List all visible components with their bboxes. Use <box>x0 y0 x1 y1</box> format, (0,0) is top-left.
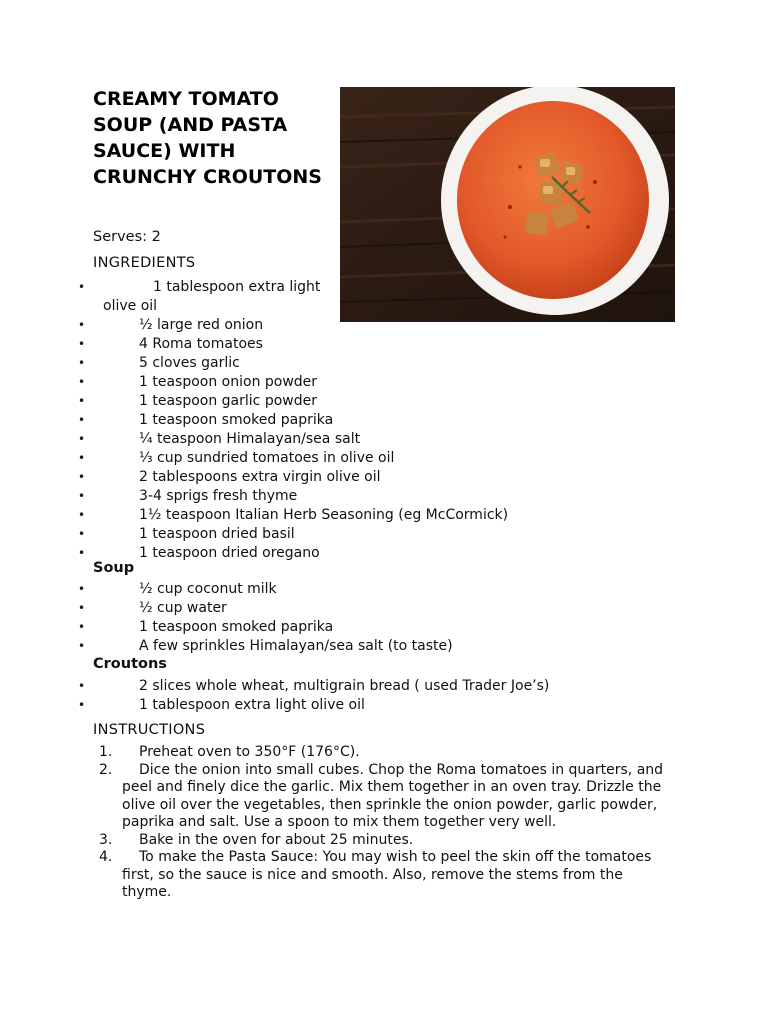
step-number: 2. <box>99 761 113 778</box>
bullet: • <box>78 698 86 712</box>
step-text: To make the Pasta Sauce: You may wish to peel the skin off the tomatoes first, so the sauce is nice and smooth. Also, remove the stems from the thyme. <box>122 849 652 900</box>
instructions-heading: INSTRUCTIONS <box>93 722 206 738</box>
ingredient-text: 5 cloves garlic <box>139 355 240 371</box>
instruction-step <box>0 762 667 832</box>
bullet: • <box>78 546 86 560</box>
ingredient-text: ¼ teaspoon Himalayan/sea salt <box>139 431 361 447</box>
ingredient-text: 1 teaspoon smoked paprika <box>139 412 334 428</box>
ingredient-text: 1 teaspoon garlic powder <box>139 393 317 409</box>
bullet: • <box>78 432 86 446</box>
step-text: Preheat oven to 350°F (176°C). <box>139 744 360 760</box>
ingredient-text: 3-4 sprigs fresh thyme <box>139 488 298 504</box>
bullet: • <box>78 356 86 370</box>
ingredient-text: ⅓ cup sundried tomatoes in olive oil <box>139 450 395 466</box>
step-text: Bake in the oven for about 25 minutes. <box>139 831 414 848</box>
recipe-title: CREAMY TOMATO SOUP (AND PASTA SAUCE) WITH CRUNCHY CROUTONS <box>93 88 322 188</box>
instructions-list <box>0 744 667 902</box>
ingredient-text: 4 Roma tomatoes <box>139 336 263 352</box>
step-number: 4. <box>99 849 113 865</box>
ingredient-text: 1 teaspoon onion powder <box>139 374 318 390</box>
bullet: • <box>78 318 86 332</box>
bullet: • <box>78 413 86 427</box>
ingredient-text: A few sprinkles Himalayan/sea salt (to taste) <box>139 638 453 654</box>
bullet: • <box>78 394 86 408</box>
soup-bowl-image <box>340 87 675 322</box>
step-number: 1. <box>99 744 113 760</box>
ingredient-text: 1 tablespoon extra light olive oil <box>139 697 365 713</box>
ingredients-heading: INGREDIENTS <box>93 255 196 271</box>
bullet: • <box>78 639 86 653</box>
bullet: • <box>78 280 86 294</box>
ingredient-text: 2 slices whole wheat, multigrain bread ( used Trader Joe’s) <box>139 678 550 694</box>
bullet: • <box>78 582 86 596</box>
instruction-step <box>0 849 667 902</box>
bullet: • <box>78 470 86 484</box>
soup-photo <box>340 87 675 322</box>
ingredient-text: ½ large red onion <box>139 317 264 333</box>
bullet: • <box>78 451 86 465</box>
ingredient-text: 1 teaspoon dried basil <box>139 526 295 542</box>
step-text: Dice the onion into small cubes. Chop the Roma tomatoes in quarters, and peel and finely dice the garlic. Mix them together in an oven tray. Drizzle the olive oil over the vegetables, then sprinkle the onion powder, garlic powder, paprika and salt. Use a spoon to mix them together very well. <box>122 761 664 830</box>
ingredient-text: ½ cup water <box>139 600 227 616</box>
bullet: • <box>78 508 86 522</box>
ingredient-text: olive oil <box>103 298 158 314</box>
ingredient-text: 1 tablespoon extra light <box>153 279 321 295</box>
bullet: • <box>78 489 86 503</box>
ingredient-text: 1 teaspoon dried oregano <box>139 545 320 561</box>
ingredient-text: 2 tablespoons extra virgin olive oil <box>139 469 381 485</box>
croutons-heading: Croutons <box>93 656 167 672</box>
ingredient-text: 1½ teaspoon Italian Herb Seasoning (eg McCormick) <box>139 507 509 523</box>
bullet: • <box>78 679 86 693</box>
soup-heading: Soup <box>93 560 135 576</box>
ingredient-text: 1 teaspoon smoked paprika <box>139 619 334 635</box>
bullet: • <box>78 601 86 615</box>
bullet: • <box>78 337 86 351</box>
bullet: • <box>78 375 86 389</box>
instruction-step <box>0 832 667 850</box>
bullet: • <box>78 527 86 541</box>
step-number: 3. <box>99 831 113 848</box>
ingredient-text: ½ cup coconut milk <box>139 581 277 597</box>
bullet: • <box>78 620 86 634</box>
instruction-step <box>0 744 667 762</box>
serves-text: Serves: 2 <box>93 229 161 245</box>
